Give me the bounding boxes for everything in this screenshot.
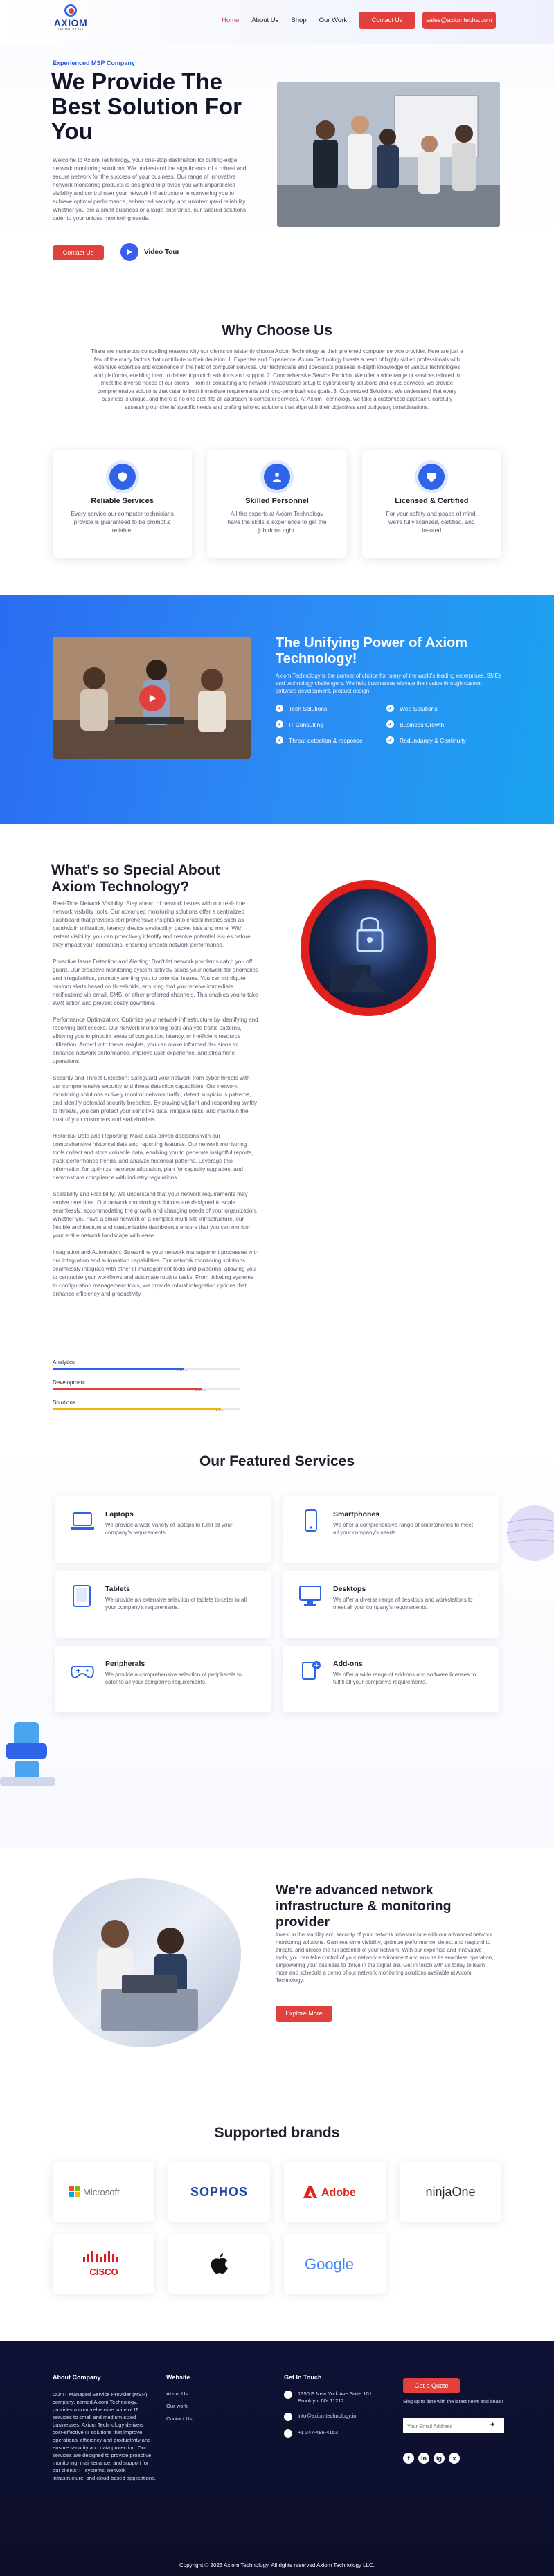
hero-description: Welcome to Axiom Technology, your one-stop destination for cutting-edge network monitoring solutions. We understand the significance of a robust and secure network for the success of your business. Our range of innovative network monitoring products is designed to provide you with unparalleled visibility and control over your network infrastructure, empowering you to achieve optimal performance, enhanced security, and uninterrupted reliability. Whether you are a small business or a large enterprise, our tailored solutions cater to your unique monitoring needs. bbox=[53, 157, 247, 221]
services-grid bbox=[55, 1496, 499, 1712]
brand-cisco bbox=[53, 2234, 154, 2294]
footer-address bbox=[284, 2391, 381, 2404]
card-reliable-services bbox=[53, 450, 192, 558]
skill-fill bbox=[53, 1388, 202, 1390]
user-icon bbox=[264, 464, 290, 490]
skill-label: Analytics bbox=[53, 1359, 75, 1366]
linkedin-icon[interactable]: in bbox=[418, 2453, 429, 2464]
service-text: We offer a diverse range of desktops and workstations to meet all your company's requirements. bbox=[333, 1597, 473, 1611]
skill-bar bbox=[53, 1359, 240, 1370]
team-laptop-image bbox=[53, 1878, 241, 2047]
explore-more-button[interactable]: Explore More bbox=[276, 2006, 332, 2022]
logo-name: AXIOM bbox=[53, 17, 88, 28]
desktop-icon bbox=[297, 1584, 323, 1608]
service-title: Smartphones bbox=[333, 1510, 380, 1518]
advanced-title: We're advanced network infrastructure & monitoring provider bbox=[276, 1883, 452, 1930]
check-icon: ✓ bbox=[386, 720, 394, 728]
unify-title: The Unifying Power of Axiom Technology! bbox=[276, 635, 468, 666]
footer-contact bbox=[284, 2374, 381, 2438]
service-desktops[interactable] bbox=[283, 1571, 499, 1638]
footer-website bbox=[166, 2374, 193, 2422]
brand-microsoft bbox=[53, 2162, 154, 2222]
addons-icon bbox=[297, 1658, 323, 1683]
feature-item bbox=[386, 736, 497, 744]
feature-item bbox=[276, 705, 386, 712]
feature-item bbox=[386, 705, 497, 712]
services-title: Our Featured Services bbox=[199, 1453, 355, 1469]
skill-track bbox=[53, 1408, 240, 1410]
special-title: What's so Special About Axiom Technology? bbox=[51, 862, 220, 895]
email-button[interactable]: sales@axiomtechs.com bbox=[422, 12, 496, 29]
footer-link-our-work[interactable]: Our work bbox=[166, 2403, 188, 2409]
newsletter-text: Sing up to date with the latest news and deals! bbox=[403, 2400, 503, 2404]
google-logo bbox=[305, 2254, 366, 2274]
decorative-sphere-icon bbox=[493, 1502, 554, 1564]
service-text: We offer a wide range of add-ons and software licenses to fulfill all your company's requirements. bbox=[333, 1671, 476, 1685]
card-skilled-personnel bbox=[207, 450, 346, 558]
certificate-icon bbox=[418, 464, 445, 490]
copyright: Copyright © 2023 Axiom Technology. All rights reserved Axiom Technology LLC. bbox=[179, 2562, 375, 2568]
shield-icon bbox=[109, 464, 136, 490]
apple-logo bbox=[211, 2253, 229, 2274]
feature-label: Threat detection & response bbox=[289, 736, 363, 744]
send-arrow-icon[interactable]: ➜ bbox=[489, 2421, 495, 2429]
video-thumbnail[interactable] bbox=[53, 637, 251, 759]
brand-apple bbox=[168, 2234, 270, 2294]
unify-subtitle: Axiom Technology is the partner of choice for many of the world's leading enterprises, SMEs and technology challengers. We help businesses elevate their value through custom software development, product design bbox=[276, 673, 501, 694]
feature-item bbox=[386, 720, 497, 728]
skill-bar bbox=[53, 1379, 240, 1390]
play-button-icon[interactable] bbox=[139, 685, 166, 711]
card-licensed-certified bbox=[362, 450, 501, 558]
nav-our-work[interactable]: Our Work bbox=[319, 17, 348, 24]
card-title: Reliable Services bbox=[91, 497, 154, 505]
feature-item bbox=[276, 736, 386, 744]
advanced-text: Invest in the stability and security of your network infrastructure with our advanced network monitoring solutions. Gain real-time visibility, optimize performance, detect and respond to threats, and unlock the full potential of your network. With our expertise and innovative tools, you can take control of your network environment and ensure its seamless operation, empowering your business to thrive in the digital era. Get in touch with us today to learn more and schedule a demo of our network monitoring solutions available at Axiom Technology. bbox=[276, 1932, 494, 1984]
logo-icon bbox=[62, 4, 80, 18]
why-cards bbox=[53, 450, 501, 558]
skill-track bbox=[53, 1368, 240, 1370]
feature-label: Tech Solutions bbox=[289, 705, 328, 712]
card-text: All the experts at Axiom Technology have the skills & experience to get the job done right. bbox=[227, 510, 327, 534]
feature-label: Redundancy & Continuity bbox=[400, 736, 466, 744]
logo[interactable] bbox=[53, 4, 89, 32]
instagram-icon[interactable]: ig bbox=[434, 2453, 445, 2464]
skill-bar bbox=[53, 1399, 240, 1410]
footer bbox=[0, 2341, 554, 2576]
address-text: 1350 E New York Ave Suite 101 Brooklyn, NY 11212 bbox=[298, 2391, 373, 2404]
feature-label: Business Growth bbox=[400, 720, 445, 728]
check-icon: ✓ bbox=[276, 705, 283, 712]
footer-about-title: About Company bbox=[53, 2374, 101, 2381]
service-text: We provide an extensive selection of tablets to cater to all your company's requirements. bbox=[105, 1597, 247, 1611]
card-text: For your safety and peace of mind, we're fully licensed, certified, and insured bbox=[386, 510, 477, 534]
check-icon: ✓ bbox=[276, 736, 283, 744]
special-paragraph: Historical Data and Reporting: Make data-driven decisions with our comprehensive historical data and reporting features. Our network monitoring tools collect and store valuable data, enabling you to generate insightful reports, track performance trends, and analyze historical patterns. Leverage this information for optimize resource allocation, plan for capacity upgrades, and demonstrate compliance with industry regulations. bbox=[53, 1133, 253, 1181]
service-peripherals[interactable] bbox=[55, 1646, 271, 1712]
supported-brands-section bbox=[0, 2112, 554, 2341]
brand-google bbox=[284, 2234, 386, 2294]
advanced-provider-section bbox=[0, 1848, 554, 2112]
service-smartphones[interactable] bbox=[283, 1496, 499, 1563]
card-title: Licensed & Certified bbox=[395, 497, 469, 505]
unifying-power-section bbox=[0, 595, 554, 824]
location-icon bbox=[284, 2391, 292, 2399]
contact-button[interactable]: Contact Us bbox=[359, 12, 416, 29]
service-laptops[interactable] bbox=[55, 1496, 271, 1563]
hero-contact-button[interactable]: Contact Us bbox=[53, 245, 104, 260]
feature-item bbox=[276, 720, 386, 728]
hero-title: We Provide The Best Solution For You bbox=[51, 69, 242, 144]
service-tablets[interactable] bbox=[55, 1571, 271, 1638]
sophos-logo: SOPHOS bbox=[190, 2184, 249, 2199]
email-text: info@axiomtechnology.io bbox=[298, 2413, 357, 2419]
check-icon: ✓ bbox=[386, 705, 394, 712]
service-title: Peripherals bbox=[105, 1660, 145, 1668]
service-title: Tablets bbox=[105, 1585, 130, 1593]
twitter-icon[interactable]: x bbox=[449, 2453, 460, 2464]
service-title: Desktops bbox=[333, 1585, 366, 1593]
hero-team-photo bbox=[277, 82, 500, 227]
service-text: We offer a comprehensive range of smartphones to meet all your company's needs. bbox=[333, 1522, 474, 1536]
why-description: There are numerous compelling reasons why our clients consistently choose Axiom Technology as their preferred computer service provider. Here are just a few of the many factors that contribute to their decision: 1. Expertise and Experience: Axiom Technology boasts a team of highly skilled professionals with extensive expertise and experience in the field of computer services. Our technicians and specialists possess in-depth knowledge of various technologies and platforms, enabling them to deliver top-notch solutions and support. 2. Comprehensive Service Portfolio: We offer a wide range of services tailored to meet the diverse needs of our clients. From IT consulting and network infrastructure setup to cybersecurity solutions and cloud services, we provide comprehensive solutions that cater to both immediate requirements and long-term business goals. 3. Customized Solutions: We understand that every business is unique, and there is no one-size-fits-all approach to computer services. At Axiom Technology, we take a customized approach, carefully assessing our clients' specific needs and crafting tailored solutions that align with their objectives and budgetary considerations. bbox=[91, 348, 463, 410]
hero-eyebrow: Experienced MSP Company bbox=[53, 60, 135, 66]
special-paragraph: Scalability and Flexibility: We understand that your network requirements may evolve over time. Our network monitoring solutions are designed to scale seamlessly, accommodating the growth and changing needs of your organization. Whether you have a small network or a complex multi-site infrastructure, our flexible architecture and customizable dashboards ensure that you can monitor your entire network landscape with ease. bbox=[53, 1191, 258, 1239]
special-paragraph: Performance Optimization: Optimize your network infrastructure by identifying and resolving bottlenecks. Our network monitoring tools analyze traffic patterns, allowing you to pinpoint areas of congestion, latency, or inefficient resource utilization. Armed with these insights, you can make informed decisions to enhance network performance, improve user experience, and streamline operations. bbox=[53, 1017, 258, 1064]
check-icon: ✓ bbox=[386, 736, 394, 744]
phone-icon bbox=[284, 2429, 292, 2438]
footer-about-text: Our IT Managed Service Provider (MSP) company, named Axiom Technology, provides a comprehensive suite of IT services to small and medium-sized businesses. Axiom Technology delivers cost-effective IT solutions that improve operational efficiency and productivity and ensure security and data protection. Our services are designed to provide proactive monitoring, maintenance, and support for our clients' IT systems, network infrastructure, and cloud-based applications. bbox=[53, 2391, 157, 2481]
check-icon: ✓ bbox=[276, 720, 283, 728]
footer-link-contact[interactable]: Contact Us bbox=[166, 2415, 193, 2422]
card-text: Every service our computer technicians provide is guaranteed to be prompt & reliable. bbox=[71, 510, 174, 534]
special-paragraph: Integration and Automation: Streamline your network management processes with our integration and automation capabilities. Our network monitoring solutions seamlessly integrate with other IT management tools and platforms, allowing you to centralize your workflows and automate routine tasks. From ticketing systems to configuration management tools, we provide robust integration options that enhance efficiency and productivity. bbox=[53, 1249, 259, 1297]
phone-text: +1 347-486-4153 bbox=[298, 2429, 339, 2436]
footer-link-about[interactable]: About Us bbox=[166, 2391, 188, 2397]
mail-icon bbox=[284, 2413, 292, 2421]
service-addons[interactable] bbox=[283, 1646, 499, 1712]
special-paragraph: Security and Threat Detection: Safeguard your network from cyber threats with our comprehensive security and threat detection capabilities. Our network monitoring solutions actively monitor network traffic, detect suspicious patterns, and identify potential security breaches. By staying vigilant and responding swiftly to threats, you can protect your sensitive data, mitigate risks, and maintain the trust of your customers and stakeholders. bbox=[53, 1075, 257, 1123]
footer-about bbox=[53, 2374, 157, 2482]
footer-website-title: Website bbox=[166, 2374, 190, 2381]
svg-text:Google: Google bbox=[304, 2256, 354, 2273]
featured-services-section bbox=[0, 1438, 554, 1848]
skill-label: Development bbox=[53, 1379, 86, 1386]
nav-about[interactable]: About Us bbox=[251, 17, 279, 24]
card-title: Skilled Personnel bbox=[245, 497, 309, 505]
nav-home[interactable]: Home bbox=[222, 17, 240, 24]
social-links bbox=[403, 2453, 460, 2464]
cisco-logo bbox=[76, 2250, 132, 2278]
service-title: Add-ons bbox=[333, 1660, 363, 1668]
brand-adobe bbox=[284, 2162, 386, 2222]
facebook-icon[interactable]: f bbox=[403, 2453, 414, 2464]
brand-sophos bbox=[168, 2162, 270, 2222]
brand-ninjaone bbox=[400, 2162, 501, 2222]
footer-email[interactable] bbox=[284, 2413, 381, 2421]
logo-tagline: TECHNOLOGY bbox=[57, 28, 84, 32]
why-choose-us-section bbox=[0, 253, 554, 595]
feature-label: Web Solutions bbox=[400, 705, 438, 712]
get-quote-button[interactable]: Get a Quote bbox=[403, 2378, 460, 2393]
skill-track bbox=[53, 1388, 240, 1390]
footer-phone[interactable] bbox=[284, 2429, 381, 2438]
skill-fill bbox=[53, 1368, 184, 1370]
nav-shop[interactable]: Shop bbox=[291, 17, 307, 24]
svg-text:Adobe: Adobe bbox=[321, 2187, 356, 2199]
skill-bars bbox=[53, 1359, 240, 1419]
service-text: We provide a comprehensive selection of peripherals to cater to all your company's requirements. bbox=[105, 1671, 242, 1685]
special-paragraphs bbox=[53, 900, 259, 1307]
brands-title: Supported brands bbox=[214, 2125, 340, 2141]
footer-touch-title: Get In Touch bbox=[284, 2374, 322, 2381]
special-paragraph: Real-Time Network Visibility: Stay ahead of network issues with our real-time network visibility tools. Our advanced monitoring solutions offer a centralized dashboard that provides comprehensive insights into crucial metrics such as bandwidth utilization, latency, device availability, packet loss and more. With instant visibility, you can proactively identify and resolve potential issues before they impact your operations, ensuring smooth network performance. bbox=[53, 900, 251, 948]
video-tour-label: Video Tour bbox=[144, 248, 180, 256]
laptop-icon bbox=[69, 1509, 96, 1534]
ninjaone-logo: ninjaOne bbox=[425, 2184, 476, 2199]
svg-text:CISCO: CISCO bbox=[89, 2267, 118, 2277]
brand-grid bbox=[53, 2162, 501, 2294]
service-text: We provide a wide variety of laptops to fulfill all your company's requirements. bbox=[105, 1522, 233, 1536]
skill-fill bbox=[53, 1408, 221, 1410]
main-menu bbox=[222, 17, 347, 24]
top-nav bbox=[0, 0, 554, 44]
microsoft-logo bbox=[69, 2185, 138, 2199]
unify-features bbox=[276, 705, 497, 744]
hero-section bbox=[0, 44, 554, 256]
smartphone-icon bbox=[297, 1509, 323, 1534]
decorative-bot-icon bbox=[0, 1708, 55, 1791]
feature-label: IT Consulting bbox=[289, 720, 323, 728]
gamepad-icon bbox=[69, 1658, 96, 1683]
adobe-logo bbox=[303, 2184, 367, 2199]
why-title: Why Choose Us bbox=[222, 323, 332, 338]
security-lock-image bbox=[301, 880, 436, 1016]
svg-text:Microsoft: Microsoft bbox=[82, 2187, 120, 2197]
tablet-icon bbox=[69, 1584, 96, 1608]
special-paragraph: Proactive Issue Detection and Alerting: Don't let network problems catch you off guard. Our proactive monitoring system actively scans your network for anomalies and irregularities, promptly alerting you to potential issues. You can configure custom alerts based on thresholds, ensuring that you receive immediate notifications via email, SMS, or other preferred channels. This enables you to take swift action and prevent costly downtime. bbox=[53, 959, 259, 1006]
special-section bbox=[0, 824, 554, 1438]
service-title: Laptops bbox=[105, 1510, 134, 1518]
skill-label: Solutions bbox=[53, 1399, 75, 1406]
